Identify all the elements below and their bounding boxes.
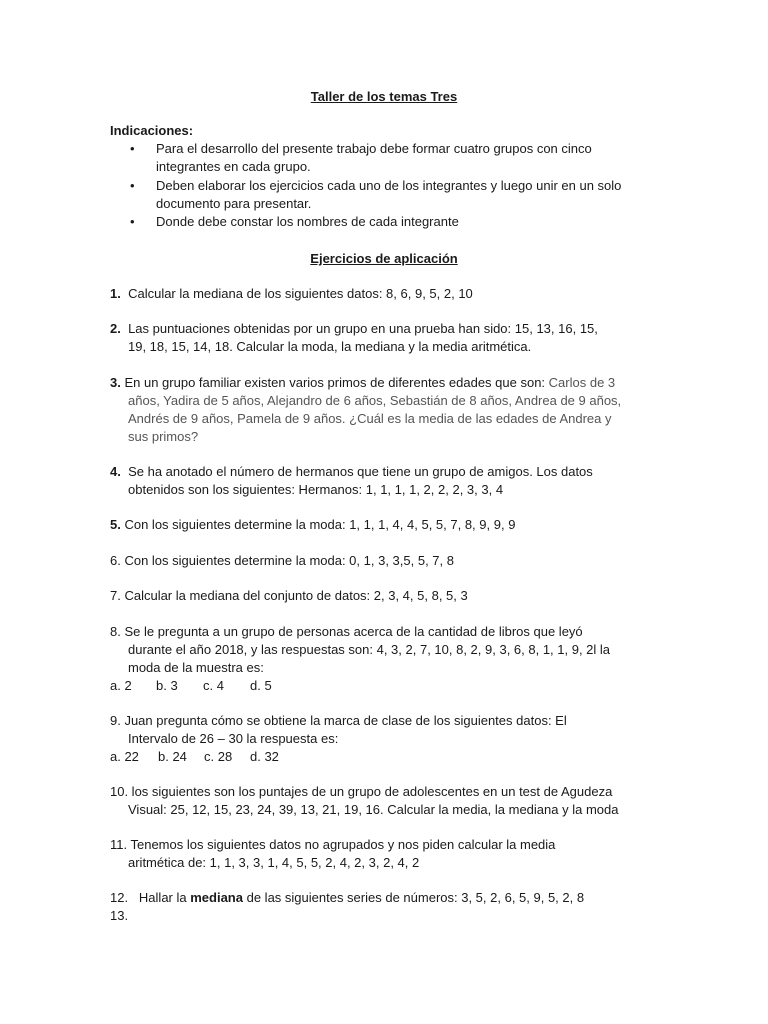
exercise-10-line-1: 10. los siguientes son los puntajes de un grupo de adolescentes en un test de Agudeza [110,784,613,799]
exercise-10-line-2: Visual: 25, 12, 15, 23, 24, 39, 13, 21, 19, 16. Calcular la media, la mediana y la moda [128,802,619,817]
exercise-8-line-3: moda de la muestra es: [128,660,264,675]
exercise-8-option-c: c. 4 [203,678,224,693]
exercise-4-line-1: Se ha anotado el número de hermanos que tiene un grupo de amigos. Los datos [128,464,593,479]
bullet-marker: • [130,178,135,193]
exercise-5-text: Con los siguientes determine la moda: 1, 1, 1, 4, 4, 5, 5, 7, 8, 9, 9, 9 [124,517,516,532]
exercise-1-number: 1. [110,286,121,301]
exercise-9-option-a: a. 22 [110,749,139,764]
bullet-2-line-1: Deben elaborar los ejercicios cada uno de los integrantes y luego unir en un solo [156,178,622,193]
exercise-1-text: Calcular la mediana de los siguientes datos: 8, 6, 9, 5, 2, 10 [128,286,473,301]
exercise-8-option-b: b. 3 [156,678,178,693]
document-title: Taller de los temas Tres [310,89,458,104]
exercise-9-line-1: 9. Juan pregunta cómo se obtiene la marca de clase de los siguientes datos: El [110,713,567,728]
exercise-12 [110,889,584,907]
exercise-6: 6. Con los siguientes determine la moda: 0, 1, 3, 3,5, 5, 7, 8 [110,553,454,568]
exercise-5-number: 5. [110,517,121,532]
bullet-marker: • [130,214,135,229]
exercise-8-option-d: d. 5 [250,678,272,693]
bullet-2-line-2: documento para presentar. [156,196,312,211]
exercise-12-pre: Hallar la [138,890,187,905]
exercise-1 [110,285,473,303]
exercise-3-lead: En un grupo familiar existen varios primos de diferentes edades que son: [124,375,546,390]
exercise-11-line-2: aritmética de: 1, 1, 3, 3, 1, 4, 5, 5, 2, 4, 2, 3, 2, 4, 2 [128,855,420,870]
exercise-8-option-a: a. 2 [110,678,132,693]
exercise-7: 7. Calcular la mediana del conjunto de datos: 2, 3, 4, 5, 8, 5, 3 [110,588,468,603]
exercise-9-option-d: d. 32 [250,749,279,764]
bullet-1-line-2: integrantes en cada grupo. [156,159,311,174]
exercise-4-line-2: obtenidos son los siguientes: Hermanos: 1, 1, 1, 1, 2, 2, 2, 3, 3, 4 [128,482,504,497]
exercise-9-line-2: Intervalo de 26 – 30 la respuesta es: [128,731,339,746]
exercise-8-line-1: 8. Se le pregunta a un grupo de personas acerca de la cantidad de libros que leyó [110,624,583,639]
exercise-3-line-3: Andrés de 9 años, Pamela de 9 años. ¿Cuál es la media de las edades de Andrea y [128,411,612,426]
section-title: Ejercicios de aplicación [310,251,458,266]
exercise-2 [110,320,598,338]
exercise-12-post: de las siguientes series de números: 3, 5, 2, 6, 5, 9, 5, 2, 8 [246,890,585,905]
exercise-12-number: 12. [110,890,129,905]
exercise-9-option-b: b. 24 [158,749,187,764]
bullet-3-line-1: Donde debe constar los nombres de cada integrante [156,214,459,229]
exercise-3 [110,374,615,392]
exercise-3-tail: Carlos de 3 [548,375,616,390]
exercise-2-line-1: Las puntuaciones obtenidas por un grupo en una prueba han sido: 15, 13, 16, 15, [128,321,598,336]
exercise-11-line-1: 11. Tenemos los siguientes datos no agrupados y nos piden calcular la media [110,837,556,852]
bullet-1-line-1: Para el desarrollo del presente trabajo debe formar cuatro grupos con cinco [156,141,592,156]
exercise-3-number: 3. [110,375,121,390]
bullet-marker: • [130,141,135,156]
exercise-9-option-c: c. 28 [204,749,233,764]
exercise-8-line-2: durante el año 2018, y las respuestas son: 4, 3, 2, 7, 10, 8, 2, 9, 3, 6, 8, 1, 1, 9, 2l la [128,642,611,657]
exercise-4-number: 4. [110,464,121,479]
exercise-12-strong: mediana [190,890,243,905]
exercise-2-line-2: 19, 18, 15, 14, 18. Calcular la moda, la mediana y la media aritmética. [128,339,532,354]
exercise-3-line-4: sus primos? [128,429,199,444]
exercise-4 [110,463,593,481]
exercise-3-line-2: años, Yadira de 5 años, Alejandro de 6 años, Sebastián de 8 años, Andrea de 9 años, [128,393,622,408]
exercise-13-number: 13. [110,908,129,923]
exercise-5 [110,516,515,534]
exercise-2-number: 2. [110,321,121,336]
indications-heading: Indicaciones: [110,123,194,138]
